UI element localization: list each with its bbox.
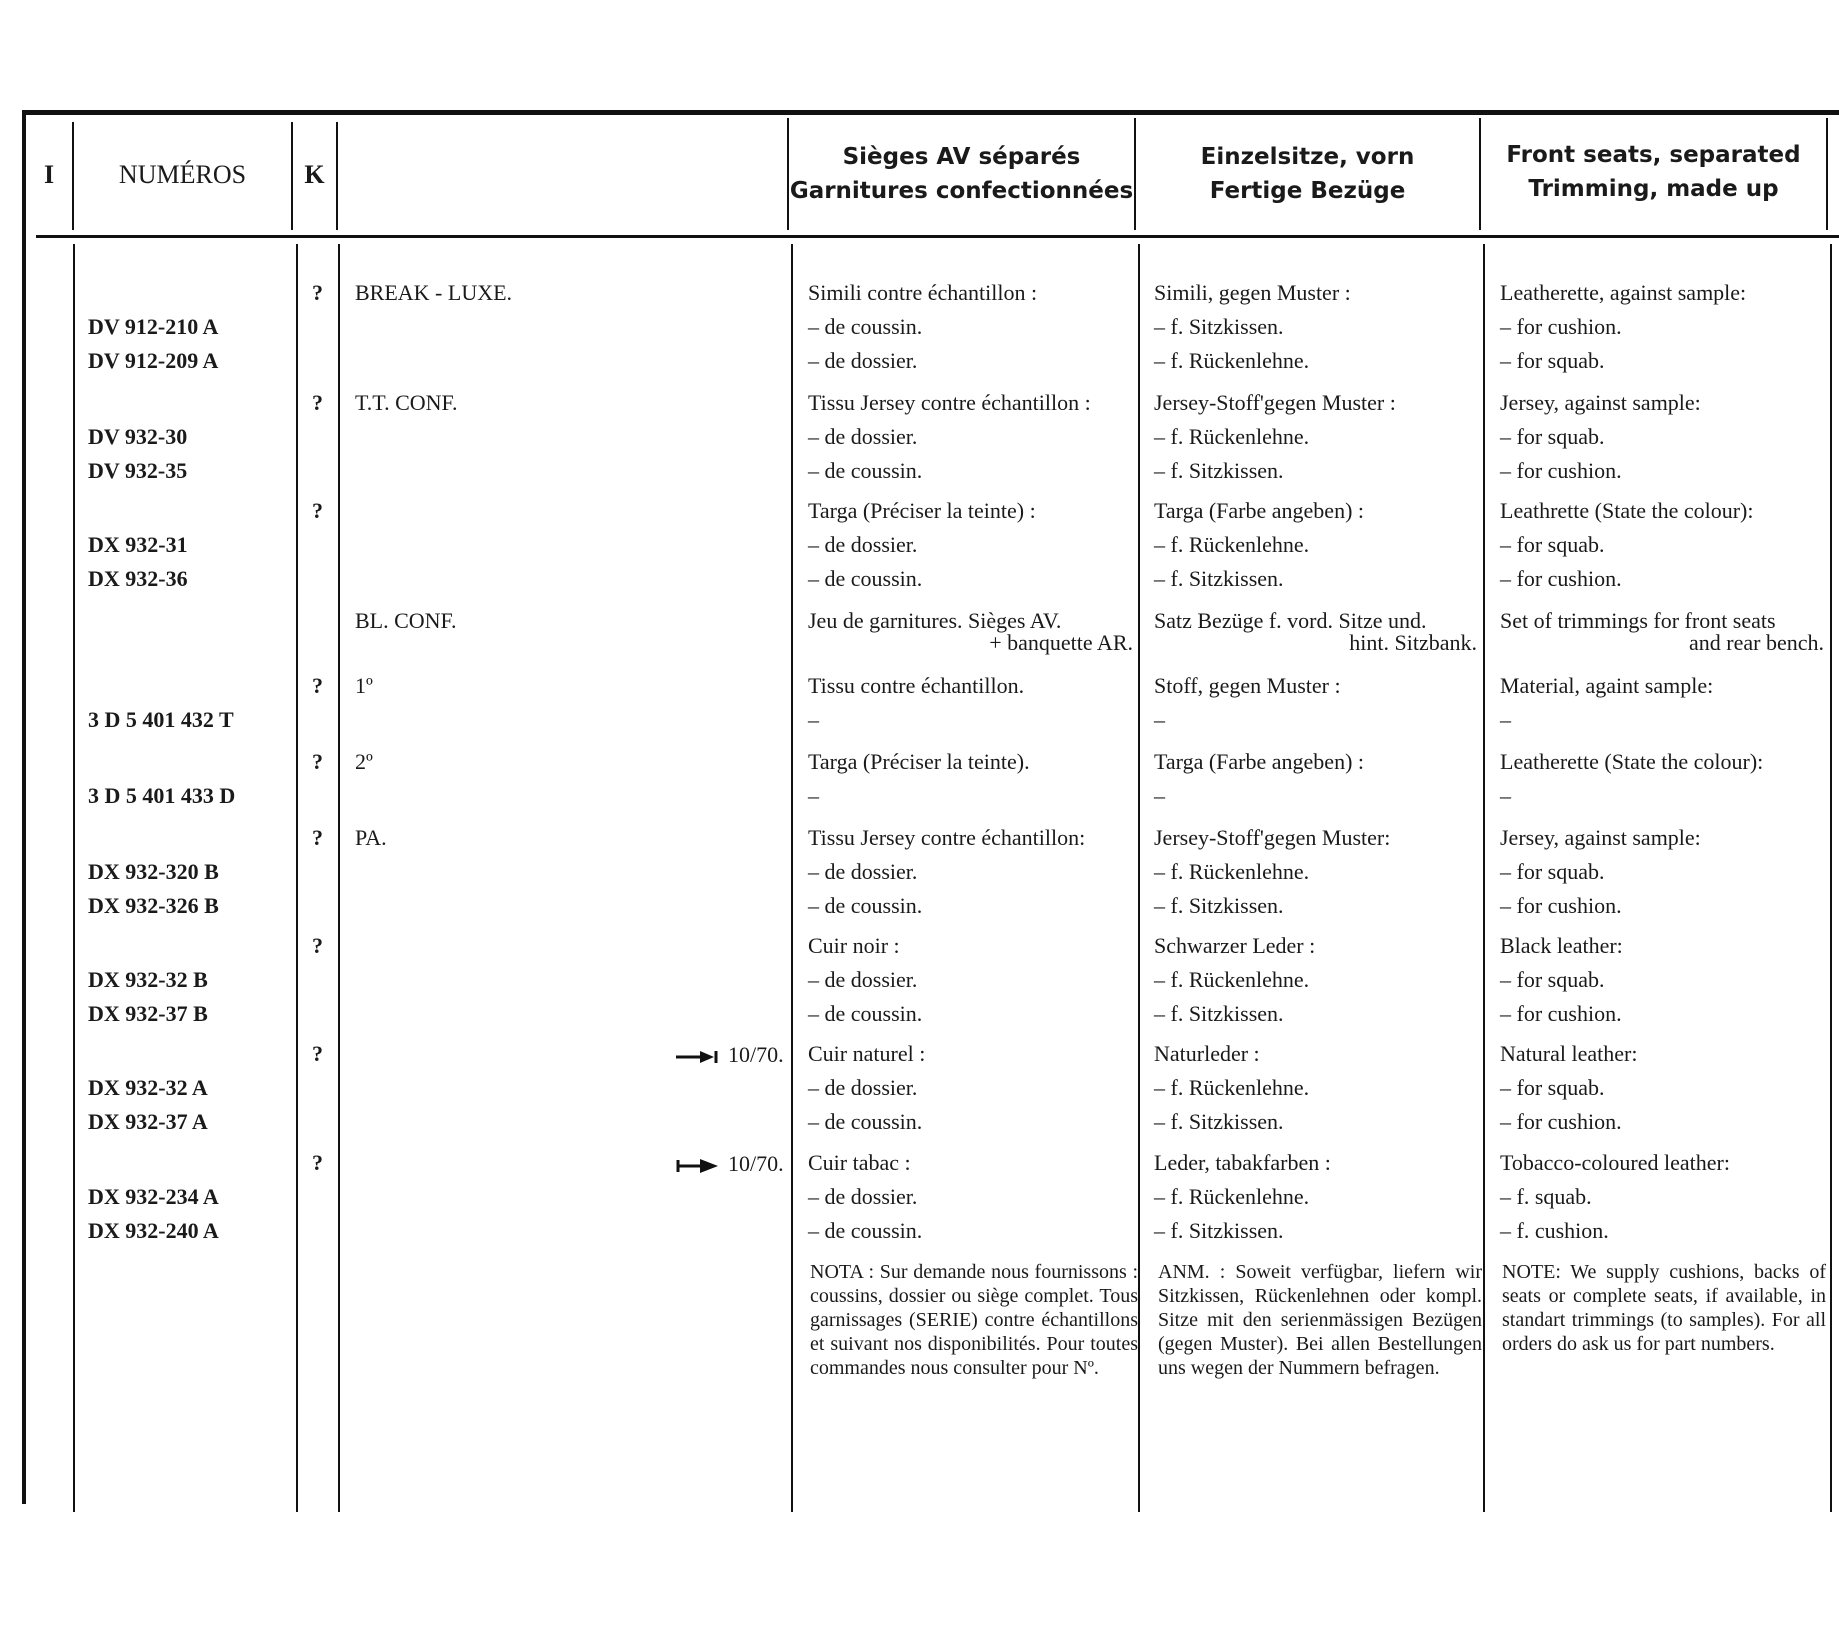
row2-desc-de: Leder, tabakfarben : [1154, 1150, 1331, 1175]
blconf-de-2: hint. Sitzbank. [1349, 630, 1477, 655]
header-k: K [304, 160, 325, 189]
row2-desc-de: Stoff, gegen Muster : [1154, 673, 1341, 698]
row2-model: 1º [355, 673, 373, 698]
col-divider-6b [1483, 244, 1485, 1512]
left-border [22, 112, 26, 1504]
row2-desc-de: – f. Rückenlehne. [1154, 1075, 1310, 1100]
row1-desc-fr: – de coussin. [808, 458, 923, 483]
model-blconf: BL. CONF. [355, 608, 457, 633]
row2-desc-en: – f. squab. [1500, 1184, 1592, 1209]
row2-part-number: DX 932-37 A [88, 1109, 208, 1134]
row2-desc-de: Naturleder : [1154, 1041, 1260, 1066]
row2-k-mark: ? [312, 673, 323, 698]
col-divider-3b [338, 244, 340, 1512]
header-en [1481, 138, 1826, 206]
row1-desc-de: Simili, gegen Muster : [1154, 280, 1351, 305]
row1-desc-fr: Targa (Préciser la teinte) : [808, 498, 1036, 523]
row2-desc-en: – for cushion. [1500, 1001, 1622, 1026]
col-divider-7b [1830, 244, 1832, 1512]
row1-part-number: DV 932-30 [88, 424, 188, 449]
row2-desc-en: – for squab. [1500, 967, 1605, 992]
row1-part-number: DV 912-210 A [88, 314, 219, 339]
row1-desc-de: – f. Rückenlehne. [1154, 532, 1310, 557]
row1-k-mark: ? [312, 280, 323, 305]
header-bottom-rule [36, 235, 1839, 238]
row2-k-mark: ? [312, 1150, 323, 1175]
row1-part-number: DV 932-35 [88, 458, 188, 483]
row1-desc-fr: – de dossier. [808, 348, 918, 373]
header-fr-line2: Garnitures confectionnées [789, 178, 1134, 204]
row1-model: BREAK - LUXE. [355, 280, 513, 305]
row2-model: PA. [355, 825, 387, 850]
row2-desc-en: Jersey, against sample: [1500, 825, 1701, 850]
row2-desc-fr: Cuir tabac : [808, 1150, 911, 1175]
row2-desc-de: – f. Rückenlehne. [1154, 859, 1310, 884]
row2-desc-en: Leatherette (State the colour): [1500, 749, 1764, 774]
blconf-fr-1: Jeu de garnitures. Sièges AV. [808, 608, 1062, 633]
row2-part-number: DX 932-234 A [88, 1184, 219, 1209]
col-divider-3 [336, 122, 338, 230]
row1-desc-en: – for squab. [1500, 424, 1605, 449]
note-de [1158, 1260, 1482, 1380]
row2-k-mark: ? [312, 933, 323, 958]
row2-desc-en: – for cushion. [1500, 1109, 1622, 1134]
header-i: I [43, 160, 55, 189]
row2-desc-fr: – de dossier. [808, 1075, 918, 1100]
row2-part-number: 3 D 5 401 433 D [88, 783, 236, 808]
row1-k-mark: ? [312, 390, 323, 415]
col-divider-7 [1826, 118, 1828, 230]
row2-part-number: DX 932-320 B [88, 859, 219, 884]
note-en [1502, 1260, 1826, 1356]
row1-desc-fr: Tissu Jersey contre échantillon : [808, 390, 1091, 415]
row2-desc-fr: – de coussin. [808, 1218, 923, 1243]
row1-desc-fr: – de coussin. [808, 314, 923, 339]
row1-desc-fr: – de dossier. [808, 532, 918, 557]
blconf-de-1: Satz Bezüge f. vord. Sitze und. [1154, 608, 1427, 633]
row2-desc-de: – f. Sitzkissen. [1154, 1218, 1284, 1243]
header-numeros: NUMÉROS [118, 160, 247, 189]
row2-part-number: DX 932-32 A [88, 1075, 208, 1100]
row2-desc-de: – f. Sitzkissen. [1154, 1001, 1284, 1026]
row2-desc-fr: Tissu contre échantillon. [808, 673, 1025, 698]
row1-desc-en: Jersey, against sample: [1500, 390, 1701, 415]
blconf-en-1: Set of trimmings for front seats [1500, 608, 1776, 633]
blconf-fr-2: + banquette AR. [989, 630, 1133, 655]
row2-desc-en: – for squab. [1500, 1075, 1605, 1100]
header-de-line2: Fertige Bezüge [1209, 178, 1406, 204]
top-rule [22, 110, 1839, 115]
row1-desc-de: Targa (Farbe angeben) : [1154, 498, 1365, 523]
row2-desc-en: – for cushion. [1500, 893, 1622, 918]
row1-desc-de: – f. Sitzkissen. [1154, 314, 1284, 339]
row2-desc-de: Schwarzer Leder : [1154, 933, 1316, 958]
row1-desc-de: – f. Rückenlehne. [1154, 348, 1310, 373]
col-divider-5b [1138, 244, 1140, 1512]
header-de-line1: Einzelsitze, vorn [1200, 144, 1415, 170]
row2-desc-en: – [1500, 783, 1511, 808]
row2-desc-en: Material, againt sample: [1500, 673, 1714, 698]
row2-desc-de: – f. Sitzkissen. [1154, 1109, 1284, 1134]
row2-desc-en: – for squab. [1500, 859, 1605, 884]
row2-desc-fr: – [808, 707, 819, 732]
row2-desc-en: – [1500, 707, 1511, 732]
arrow-until-icon [676, 1049, 720, 1065]
row2-desc-fr: – de coussin. [808, 1001, 923, 1026]
row1-desc-en: Leathrette (State the colour): [1500, 498, 1754, 523]
row2-desc-fr: – de coussin. [808, 893, 923, 918]
note-fr-text: NOTA : Sur demande nous fournissons : coussins, dossier ou siège complet. Tous garnissages (SERIE) contre échantillons et suivant nos disponibilités. Pour toutes commandes nous consulter pour Nº. [810, 1261, 1138, 1379]
arrow-from-icon [676, 1158, 720, 1174]
row2-desc-fr: – [808, 783, 819, 808]
row2-desc-fr: – de dossier. [808, 967, 918, 992]
header-fr [789, 140, 1134, 208]
blconf-en-2: and rear bench. [1689, 630, 1824, 655]
note-de-text: ANM. : Soweit verfügbar, liefern wir Sitzkissen, Rückenlehnen oder kompl. Sitze mit den serienmässigen Bezügen (gegen Muster). Bei allen Bestellungen uns wegen der Nummern befragen. [1158, 1261, 1482, 1379]
row2-part-number: DX 932-240 A [88, 1218, 219, 1243]
row1-desc-de: – f. Sitzkissen. [1154, 566, 1284, 591]
date-until: 10/70. [728, 1042, 784, 1067]
row2-desc-en: Black leather: [1500, 933, 1623, 958]
row1-desc-en: Leatherette, against sample: [1500, 280, 1747, 305]
row2-k-mark: ? [312, 749, 323, 774]
col-divider-1b [73, 244, 75, 1512]
row2-part-number: 3 D 5 401 432 T [88, 707, 234, 732]
header-fr-line1: Sièges AV séparés [842, 144, 1081, 170]
row1-model: T.T. CONF. [355, 390, 458, 415]
date-until-marker [676, 1042, 784, 1068]
row2-desc-de: – f. Rückenlehne. [1154, 1184, 1310, 1209]
row2-k-mark: ? [312, 825, 323, 850]
row2-desc-de: Jersey-Stoff'gegen Muster: [1154, 825, 1391, 850]
row2-desc-fr: – de dossier. [808, 859, 918, 884]
row2-model: 2º [355, 749, 373, 774]
row1-desc-de: Jersey-Stoff'gegen Muster : [1154, 390, 1396, 415]
row2-desc-en: – f. cushion. [1500, 1218, 1609, 1243]
row1-desc-en: – for cushion. [1500, 566, 1622, 591]
row1-desc-en: – for cushion. [1500, 458, 1622, 483]
row1-desc-de: – f. Sitzkissen. [1154, 458, 1284, 483]
row1-desc-de: – f. Rückenlehne. [1154, 424, 1310, 449]
row1-desc-en: – for squab. [1500, 532, 1605, 557]
row2-desc-de: Targa (Farbe angeben) : [1154, 749, 1365, 774]
row2-desc-de: – [1154, 783, 1165, 808]
row2-desc-en: Natural leather: [1500, 1041, 1638, 1066]
row2-part-number: DX 932-326 B [88, 893, 219, 918]
col-divider-2b [296, 244, 298, 1512]
row2-part-number: DX 932-32 B [88, 967, 208, 992]
row1-desc-en: – for squab. [1500, 348, 1605, 373]
date-from-marker [676, 1151, 784, 1177]
row2-desc-fr: Tissu Jersey contre échantillon: [808, 825, 1086, 850]
row1-part-number: DX 932-31 [88, 532, 188, 557]
row2-k-mark: ? [312, 1041, 323, 1066]
row1-desc-en: – for cushion. [1500, 314, 1622, 339]
note-fr [810, 1260, 1138, 1380]
row2-desc-fr: – de dossier. [808, 1184, 918, 1209]
header-en-line2: Trimming, made up [1528, 176, 1779, 202]
row2-desc-fr: – de coussin. [808, 1109, 923, 1134]
row2-part-number: DX 932-37 B [88, 1001, 208, 1026]
row1-part-number: DV 912-209 A [88, 348, 219, 373]
row2-desc-fr: Cuir noir : [808, 933, 900, 958]
header-en-line1: Front seats, separated [1506, 142, 1801, 168]
note-en-text: NOTE: We supply cushions, backs of seats or complete seats, if available, in standart trimmings (to samples). For all orders do ask us for part numbers. [1502, 1261, 1826, 1355]
header-de [1136, 140, 1479, 208]
row2-desc-fr: Targa (Préciser la teinte). [808, 749, 1030, 774]
row2-desc-en: Tobacco-coloured leather: [1500, 1150, 1730, 1175]
row1-desc-fr: – de coussin. [808, 566, 923, 591]
row2-desc-de: – f. Rückenlehne. [1154, 967, 1310, 992]
row2-desc-de: – f. Sitzkissen. [1154, 893, 1284, 918]
row1-desc-fr: – de dossier. [808, 424, 918, 449]
row1-k-mark: ? [312, 498, 323, 523]
row2-desc-fr: Cuir naturel : [808, 1041, 926, 1066]
row2-desc-de: – [1154, 707, 1165, 732]
col-divider-4b [791, 244, 793, 1512]
row1-desc-fr: Simili contre échantillon : [808, 280, 1038, 305]
row1-part-number: DX 932-36 [88, 566, 188, 591]
date-from: 10/70. [728, 1151, 784, 1176]
